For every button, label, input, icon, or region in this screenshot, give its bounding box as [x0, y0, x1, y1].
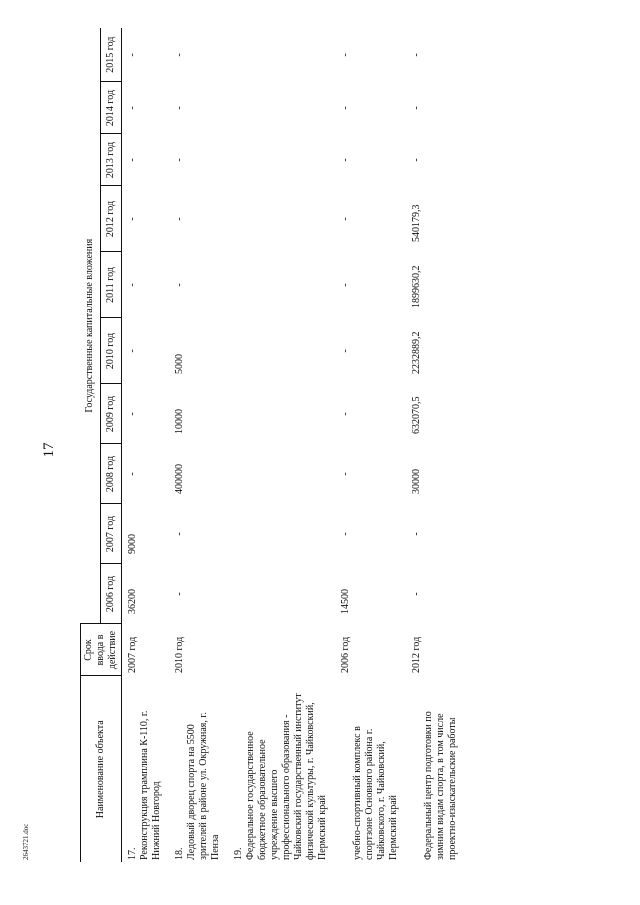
value-cell	[228, 28, 335, 82]
year-header: 2010 год	[101, 318, 122, 384]
value-cell: -	[174, 532, 185, 536]
value-cell: -	[127, 412, 138, 416]
footer-filename: 2643721.doc	[22, 823, 30, 860]
value-cell: -	[174, 53, 185, 57]
value-cell: -	[174, 106, 185, 110]
object-name: Федеральный центр подготовки по зимним видам спорта, в том числе проектно-изыскательские работы	[423, 711, 458, 860]
year-header: 2014 год	[101, 82, 122, 134]
year-header: 2012 год	[101, 186, 122, 252]
value-cell: 632070,5	[411, 396, 422, 434]
row-number: 19.	[233, 847, 244, 860]
table-row	[169, 28, 228, 862]
value-cell: -	[411, 592, 422, 596]
rotated-table-container	[80, 28, 555, 862]
commission-term: 2007 год	[127, 636, 138, 673]
value-cell: -	[411, 106, 422, 110]
value-cell: -	[340, 53, 351, 57]
value-cell: -	[340, 412, 351, 416]
object-name: Федеральное государственное бюджетное образовательное учреждение высшего профессионального образования - Чайковский государственный институт физической культуры, г. Чайковский, Пермский край	[245, 693, 328, 860]
value-cell: -	[127, 217, 138, 221]
value-cell	[228, 186, 335, 252]
value-cell: -	[174, 283, 185, 287]
value-cell: 14500	[340, 589, 351, 614]
value-cell	[228, 564, 335, 624]
value-cell	[228, 252, 335, 318]
value-cell	[228, 134, 335, 186]
value-cell: -	[127, 283, 138, 287]
value-cell: -	[340, 532, 351, 536]
year-header: 2009 год	[101, 384, 122, 444]
value-cell: -	[411, 532, 422, 536]
year-header: 2006 год	[101, 564, 122, 624]
commission-term: 2012 год	[411, 636, 422, 673]
value-cell	[228, 384, 335, 444]
column-header-term: Срок ввода в действие	[81, 624, 122, 676]
value-cell: 2232889,2	[411, 331, 422, 374]
value-cell: 400000	[174, 464, 185, 494]
value-cell: 9000	[127, 534, 138, 554]
object-name: учебно-спортивный комплекс в спортзоне Основного района г. Чайковского, г. Чайковский, Пермский край	[352, 726, 399, 860]
year-header: 2007 год	[101, 504, 122, 564]
value-cell: -	[340, 349, 351, 353]
group-header: Государственные капитальные вложения	[81, 28, 101, 624]
object-name: Реконструкция трамплина К-110, г. Нижний Новгород	[139, 710, 162, 860]
value-cell: -	[340, 472, 351, 476]
value-cell: -	[127, 106, 138, 110]
table-row	[406, 28, 465, 862]
year-header: 2008 год	[101, 444, 122, 504]
value-cell: -	[411, 53, 422, 57]
value-cell	[228, 444, 335, 504]
value-cell: 30000	[411, 469, 422, 494]
table-row	[335, 28, 406, 862]
commission-term: 2006 год	[340, 636, 351, 673]
value-cell: -	[127, 349, 138, 353]
table-row	[228, 28, 335, 862]
commission-term	[228, 624, 335, 676]
investment-table	[80, 28, 465, 862]
page-number: 17	[41, 442, 57, 458]
value-cell: 5000	[174, 354, 185, 374]
value-cell: -	[127, 472, 138, 476]
value-cell: 540179,3	[411, 204, 422, 242]
value-cell	[228, 318, 335, 384]
year-header: 2015 год	[101, 28, 122, 82]
value-cell: -	[411, 158, 422, 162]
row-number: 18.	[174, 847, 185, 860]
value-cell: -	[340, 106, 351, 110]
value-cell	[228, 82, 335, 134]
value-cell: -	[174, 217, 185, 221]
value-cell: 1899630,2	[411, 265, 422, 308]
year-header: 2013 год	[101, 134, 122, 186]
value-cell: -	[127, 158, 138, 162]
value-cell: -	[127, 53, 138, 57]
value-cell: -	[340, 158, 351, 162]
value-cell: -	[174, 592, 185, 596]
year-header: 2011 год	[101, 252, 122, 318]
value-cell: -	[340, 283, 351, 287]
value-cell: 10000	[174, 409, 185, 434]
value-cell: -	[174, 158, 185, 162]
object-name: Ледовый дворец спорта на 5500 зрителей в районе ул. Окружная, г. Пенза	[186, 712, 221, 860]
value-cell	[228, 504, 335, 564]
column-header-name: Наименование объекта	[81, 676, 122, 862]
row-number: 17.	[127, 847, 138, 860]
table-row	[122, 28, 170, 862]
value-cell: 36200	[127, 589, 138, 614]
value-cell: -	[340, 217, 351, 221]
commission-term: 2010 год	[174, 636, 185, 673]
